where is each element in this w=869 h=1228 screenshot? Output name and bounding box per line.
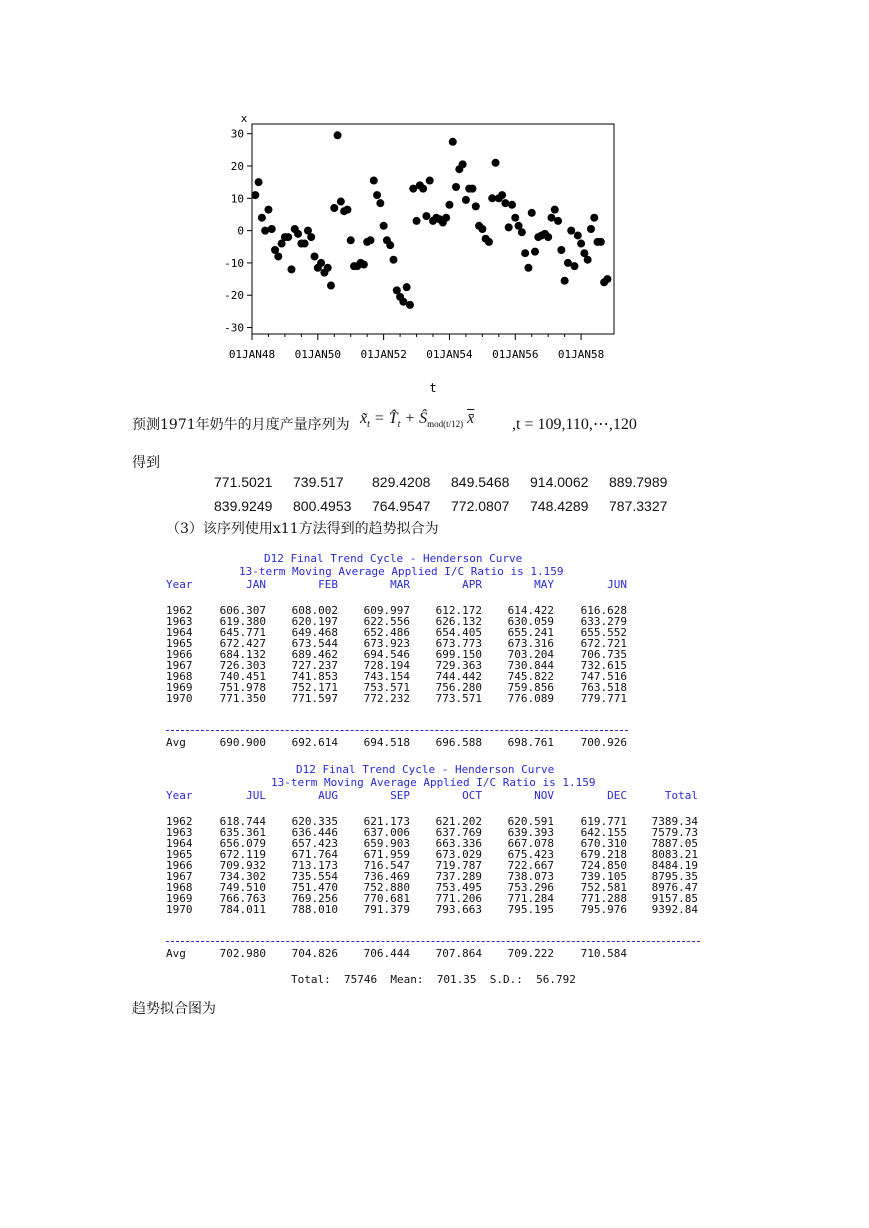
- avg-cell: 692.614: [291, 736, 338, 749]
- table-cell: 727.237: [291, 659, 338, 672]
- table-cell: 626.132: [435, 615, 482, 628]
- table-cell: 637.769: [435, 826, 482, 839]
- row-year: 1962: [166, 604, 193, 617]
- row-year: 1968: [166, 670, 193, 683]
- table-cell: 654.405: [435, 626, 482, 639]
- prediction-value: 839.9249: [214, 498, 273, 514]
- avg-cell: 706.444: [363, 947, 410, 960]
- column-header: NOV: [534, 789, 554, 802]
- column-header: JUN: [607, 578, 627, 591]
- table-cell: 671.959: [363, 848, 410, 861]
- table-cell: 735.554: [291, 870, 338, 883]
- table-cell: 703.204: [507, 648, 554, 661]
- row-year: 1963: [166, 615, 193, 628]
- table-cell: 772.232: [363, 692, 410, 705]
- table-cell: 716.547: [363, 859, 410, 872]
- prediction-value: 771.5021: [214, 474, 273, 490]
- table-cell: 753.571: [363, 681, 410, 694]
- avg-cell: 696.588: [435, 736, 482, 749]
- table-cell: 639.393: [507, 826, 554, 839]
- table-cell: 694.546: [363, 648, 410, 661]
- table-cell: 734.302: [219, 870, 266, 883]
- table1-subtitle: 13-term Moving Average Applied I/C Ratio is 1.159: [239, 565, 564, 578]
- table-cell: 719.787: [435, 859, 482, 872]
- table-cell: 667.078: [507, 837, 554, 850]
- table-cell: 739.105: [580, 870, 627, 883]
- table-cell: 9157.85: [651, 892, 698, 905]
- table-cell: 784.011: [219, 903, 266, 916]
- table-cell: 635.361: [219, 826, 266, 839]
- prediction-value: 914.0062: [530, 474, 589, 490]
- table-cell: 7389.34: [651, 815, 698, 828]
- avg-cell: 709.222: [507, 947, 554, 960]
- forecast-text: 预测1971年奶牛的月度产量序列为: [132, 417, 350, 433]
- table-cell: 672.721: [580, 637, 627, 650]
- mean-value: 701.35: [436, 973, 477, 986]
- prediction-value: 772.0807: [451, 498, 510, 514]
- avg-cell: 707.864: [435, 947, 482, 960]
- table-cell: 616.628: [580, 604, 627, 617]
- table-cell: 7579.73: [651, 826, 698, 839]
- table-cell: 779.771: [580, 692, 627, 705]
- x-tick-label: 01JAN58: [557, 348, 605, 361]
- table2-subtitle: 13-term Moving Average Applied I/C Ratio is 1.159: [271, 776, 596, 789]
- trend-plot-heading: 趋势拟合图为: [132, 1001, 216, 1017]
- table-cell: 751.470: [291, 881, 338, 894]
- prediction-value: 889.7989: [609, 474, 668, 490]
- table-cell: 752.171: [291, 681, 338, 694]
- prediction-value: 764.9547: [372, 498, 431, 514]
- table-cell: 741.853: [291, 670, 338, 683]
- table1-title: D12 Final Trend Cycle - Henderson Curve: [264, 552, 523, 565]
- table-cell: 751.978: [219, 681, 266, 694]
- table-cell: 763.518: [580, 681, 627, 694]
- table-cell: 663.336: [435, 837, 482, 850]
- table-cell: 673.316: [507, 637, 554, 650]
- table-cell: 759.856: [507, 681, 554, 694]
- column-header: JUL: [246, 789, 266, 802]
- table-cell: 7887.05: [651, 837, 698, 850]
- table-cell: 645.771: [219, 626, 266, 639]
- table-cell: 637.006: [363, 826, 410, 839]
- table-cell: 608.002: [291, 604, 338, 617]
- table-cell: 753.495: [435, 881, 482, 894]
- y-tick-label: 20: [230, 160, 244, 173]
- prediction-value: 739.517: [293, 474, 344, 490]
- table-cell: 621.173: [363, 815, 410, 828]
- row-year: 1968: [166, 881, 193, 894]
- table-cell: 606.307: [219, 604, 266, 617]
- avg-label: Avg: [166, 947, 186, 960]
- x-tick-label: 01JAN48: [228, 348, 276, 361]
- table-cell: 709.932: [219, 859, 266, 872]
- avg-cell: 702.980: [219, 947, 266, 960]
- column-header: AUG: [318, 789, 338, 802]
- y-tick-label: -30: [224, 321, 244, 335]
- table-cell: 671.764: [291, 848, 338, 861]
- table-cell: 737.289: [435, 870, 482, 883]
- table-cell: 752.880: [363, 881, 410, 894]
- table-cell: 730.844: [507, 659, 554, 672]
- table-cell: 657.423: [291, 837, 338, 850]
- table-cell: 771.284: [507, 892, 554, 905]
- table-cell: 8083.21: [651, 848, 698, 861]
- table-cell: 726.303: [219, 659, 266, 672]
- row-year: 1964: [166, 626, 193, 639]
- table-cell: 766.763: [219, 892, 266, 905]
- row-year: 1967: [166, 659, 193, 672]
- table-cell: 740.451: [219, 670, 266, 683]
- table-cell: 655.241: [507, 626, 554, 639]
- table-cell: 745.822: [507, 670, 554, 683]
- table-cell: 649.468: [291, 626, 338, 639]
- table-cell: 736.469: [363, 870, 410, 883]
- x-tick-label: 01JAN54: [426, 348, 473, 361]
- row-year: 1970: [166, 903, 193, 916]
- table-cell: 771.597: [291, 692, 338, 705]
- avg-cell: 698.761: [507, 736, 554, 749]
- table-cell: 689.462: [291, 648, 338, 661]
- column-header: SEP: [390, 789, 410, 802]
- prediction-value: 748.4289: [530, 498, 589, 514]
- table-cell: 769.256: [291, 892, 338, 905]
- summary-line: [291, 973, 576, 986]
- avg-cell: 704.826: [291, 947, 338, 960]
- table-cell: 614.422: [507, 604, 554, 617]
- table-cell: 672.427: [219, 637, 266, 650]
- x-axis-label: t: [429, 381, 437, 395]
- column-header: JAN: [246, 578, 266, 591]
- table-cell: 8484.19: [651, 859, 698, 872]
- table-cell: 620.591: [507, 815, 554, 828]
- table-cell: 738.073: [507, 870, 554, 883]
- y-tick-label: 0: [237, 224, 244, 238]
- column-header: MAR: [390, 578, 410, 591]
- x-tick-label: 01JAN56: [492, 348, 539, 361]
- table-cell: 673.029: [435, 848, 482, 861]
- table-cell: 618.744: [219, 815, 266, 828]
- table-cell: 713.173: [291, 859, 338, 872]
- column-header-year: Year: [166, 789, 193, 802]
- table-cell: 655.552: [580, 626, 627, 639]
- table-cell: 620.335: [291, 815, 338, 828]
- row-year: 1970: [166, 692, 193, 705]
- row-year: 1965: [166, 637, 193, 650]
- y-axis-label: x: [240, 112, 248, 125]
- column-header: APR: [462, 578, 482, 591]
- row-year: 1969: [166, 681, 193, 694]
- table-divider: [166, 941, 700, 942]
- table-cell: 672.119: [219, 848, 266, 861]
- table-cell: 8795.35: [651, 870, 698, 883]
- prediction-value: 849.5468: [451, 474, 510, 490]
- table-cell: 795.976: [580, 903, 627, 916]
- table-cell: 679.218: [580, 848, 627, 861]
- column-header: MAY: [534, 578, 554, 591]
- row-year: 1966: [166, 859, 193, 872]
- table-cell: 612.172: [435, 604, 482, 617]
- table-cell: 675.423: [507, 848, 554, 861]
- x-tick-label: 01JAN50: [294, 348, 341, 361]
- x-tick-label: 01JAN52: [360, 348, 407, 361]
- table-cell: 706.735: [580, 648, 627, 661]
- table-cell: 729.363: [435, 659, 482, 672]
- table-cell: 609.997: [363, 604, 410, 617]
- avg-cell: 690.900: [219, 736, 266, 749]
- table-cell: 9392.84: [651, 903, 698, 916]
- row-year: 1967: [166, 870, 193, 883]
- table-cell: 753.296: [507, 881, 554, 894]
- table-cell: 771.288: [580, 892, 627, 905]
- sd-value: 56.792: [536, 973, 576, 986]
- avg-cell: 700.926: [580, 736, 627, 749]
- table-cell: 771.350: [219, 692, 266, 705]
- table-cell: 728.194: [363, 659, 410, 672]
- table-cell: 652.486: [363, 626, 410, 639]
- sd-label: S.D.:: [489, 973, 523, 986]
- prediction-value: 829.4208: [372, 474, 431, 490]
- avg-cell: 694.518: [363, 736, 410, 749]
- prediction-value: 787.3327: [609, 498, 668, 514]
- table-cell: 622.556: [363, 615, 410, 628]
- table-cell: 620.197: [291, 615, 338, 628]
- y-tick-label: 30: [230, 127, 244, 141]
- y-tick-label: -10: [224, 256, 244, 270]
- table-cell: 673.923: [363, 637, 410, 650]
- table-cell: 722.667: [507, 859, 554, 872]
- table-cell: 659.903: [363, 837, 410, 850]
- avg-label: Avg: [166, 736, 186, 749]
- table-cell: 636.446: [291, 826, 338, 839]
- table-cell: 732.615: [580, 659, 627, 672]
- column-header-year: Year: [166, 578, 193, 591]
- table-cell: 791.379: [363, 903, 410, 916]
- table-cell: 788.010: [291, 903, 338, 916]
- forecast-t-range: ,t = 109,110,⋯,120: [512, 416, 637, 433]
- row-year: 1965: [166, 848, 193, 861]
- table-cell: 770.681: [363, 892, 410, 905]
- row-year: 1969: [166, 892, 193, 905]
- table-cell: 771.206: [435, 892, 482, 905]
- table-cell: 619.380: [219, 615, 266, 628]
- table-cell: 619.771: [580, 815, 627, 828]
- table-cell: 656.079: [219, 837, 266, 850]
- row-year: 1964: [166, 837, 193, 850]
- prediction-value: 800.4953: [293, 498, 352, 514]
- table-cell: 670.310: [580, 837, 627, 850]
- table-cell: 776.089: [507, 692, 554, 705]
- y-tick-label: -20: [224, 289, 244, 303]
- y-tick-label: 10: [230, 192, 244, 206]
- table-cell: 633.279: [580, 615, 627, 628]
- table-cell: 795.195: [507, 903, 554, 916]
- total-label: Total:: [291, 973, 331, 986]
- table-cell: 793.663: [435, 903, 482, 916]
- table-cell: 756.280: [435, 681, 482, 694]
- table-cell: 699.150: [435, 648, 482, 661]
- table-cell: 8976.47: [651, 881, 698, 894]
- column-header: OCT: [462, 789, 482, 802]
- table-cell: 747.516: [580, 670, 627, 683]
- row-year: 1962: [166, 815, 193, 828]
- table-cell: 642.155: [580, 826, 627, 839]
- column-header: DEC: [607, 789, 627, 802]
- table-cell: 621.202: [435, 815, 482, 828]
- table-cell: 749.510: [219, 881, 266, 894]
- forecast-formula: $x̃_t$ = $T̂_t$ + $Ŝ_{mod(t/12)}$ x̄: [360, 410, 475, 431]
- row-year: 1966: [166, 648, 193, 661]
- table-cell: 743.154: [363, 670, 410, 683]
- table-cell: 724.850: [580, 859, 627, 872]
- mean-label: Mean:: [390, 973, 424, 986]
- avg-cell: 710.584: [580, 947, 627, 960]
- total-value: 75746: [344, 973, 378, 986]
- row-year: 1963: [166, 826, 193, 839]
- section-3-heading: （3）该序列使用x11方法得到的趋势拟合为: [166, 521, 439, 537]
- table-cell: 684.132: [219, 648, 266, 661]
- table-cell: 673.773: [435, 637, 482, 650]
- table-cell: 673.544: [291, 637, 338, 650]
- table-cell: 744.442: [435, 670, 482, 683]
- table2-title: D12 Final Trend Cycle - Henderson Curve: [296, 763, 555, 776]
- column-header: Total: [664, 789, 698, 802]
- table-cell: 630.059: [507, 615, 554, 628]
- table-divider: [166, 730, 628, 731]
- column-header: FEB: [318, 578, 338, 591]
- got-text: 得到: [132, 455, 160, 471]
- table-cell: 752.581: [580, 881, 627, 894]
- table-cell: 773.571: [435, 692, 482, 705]
